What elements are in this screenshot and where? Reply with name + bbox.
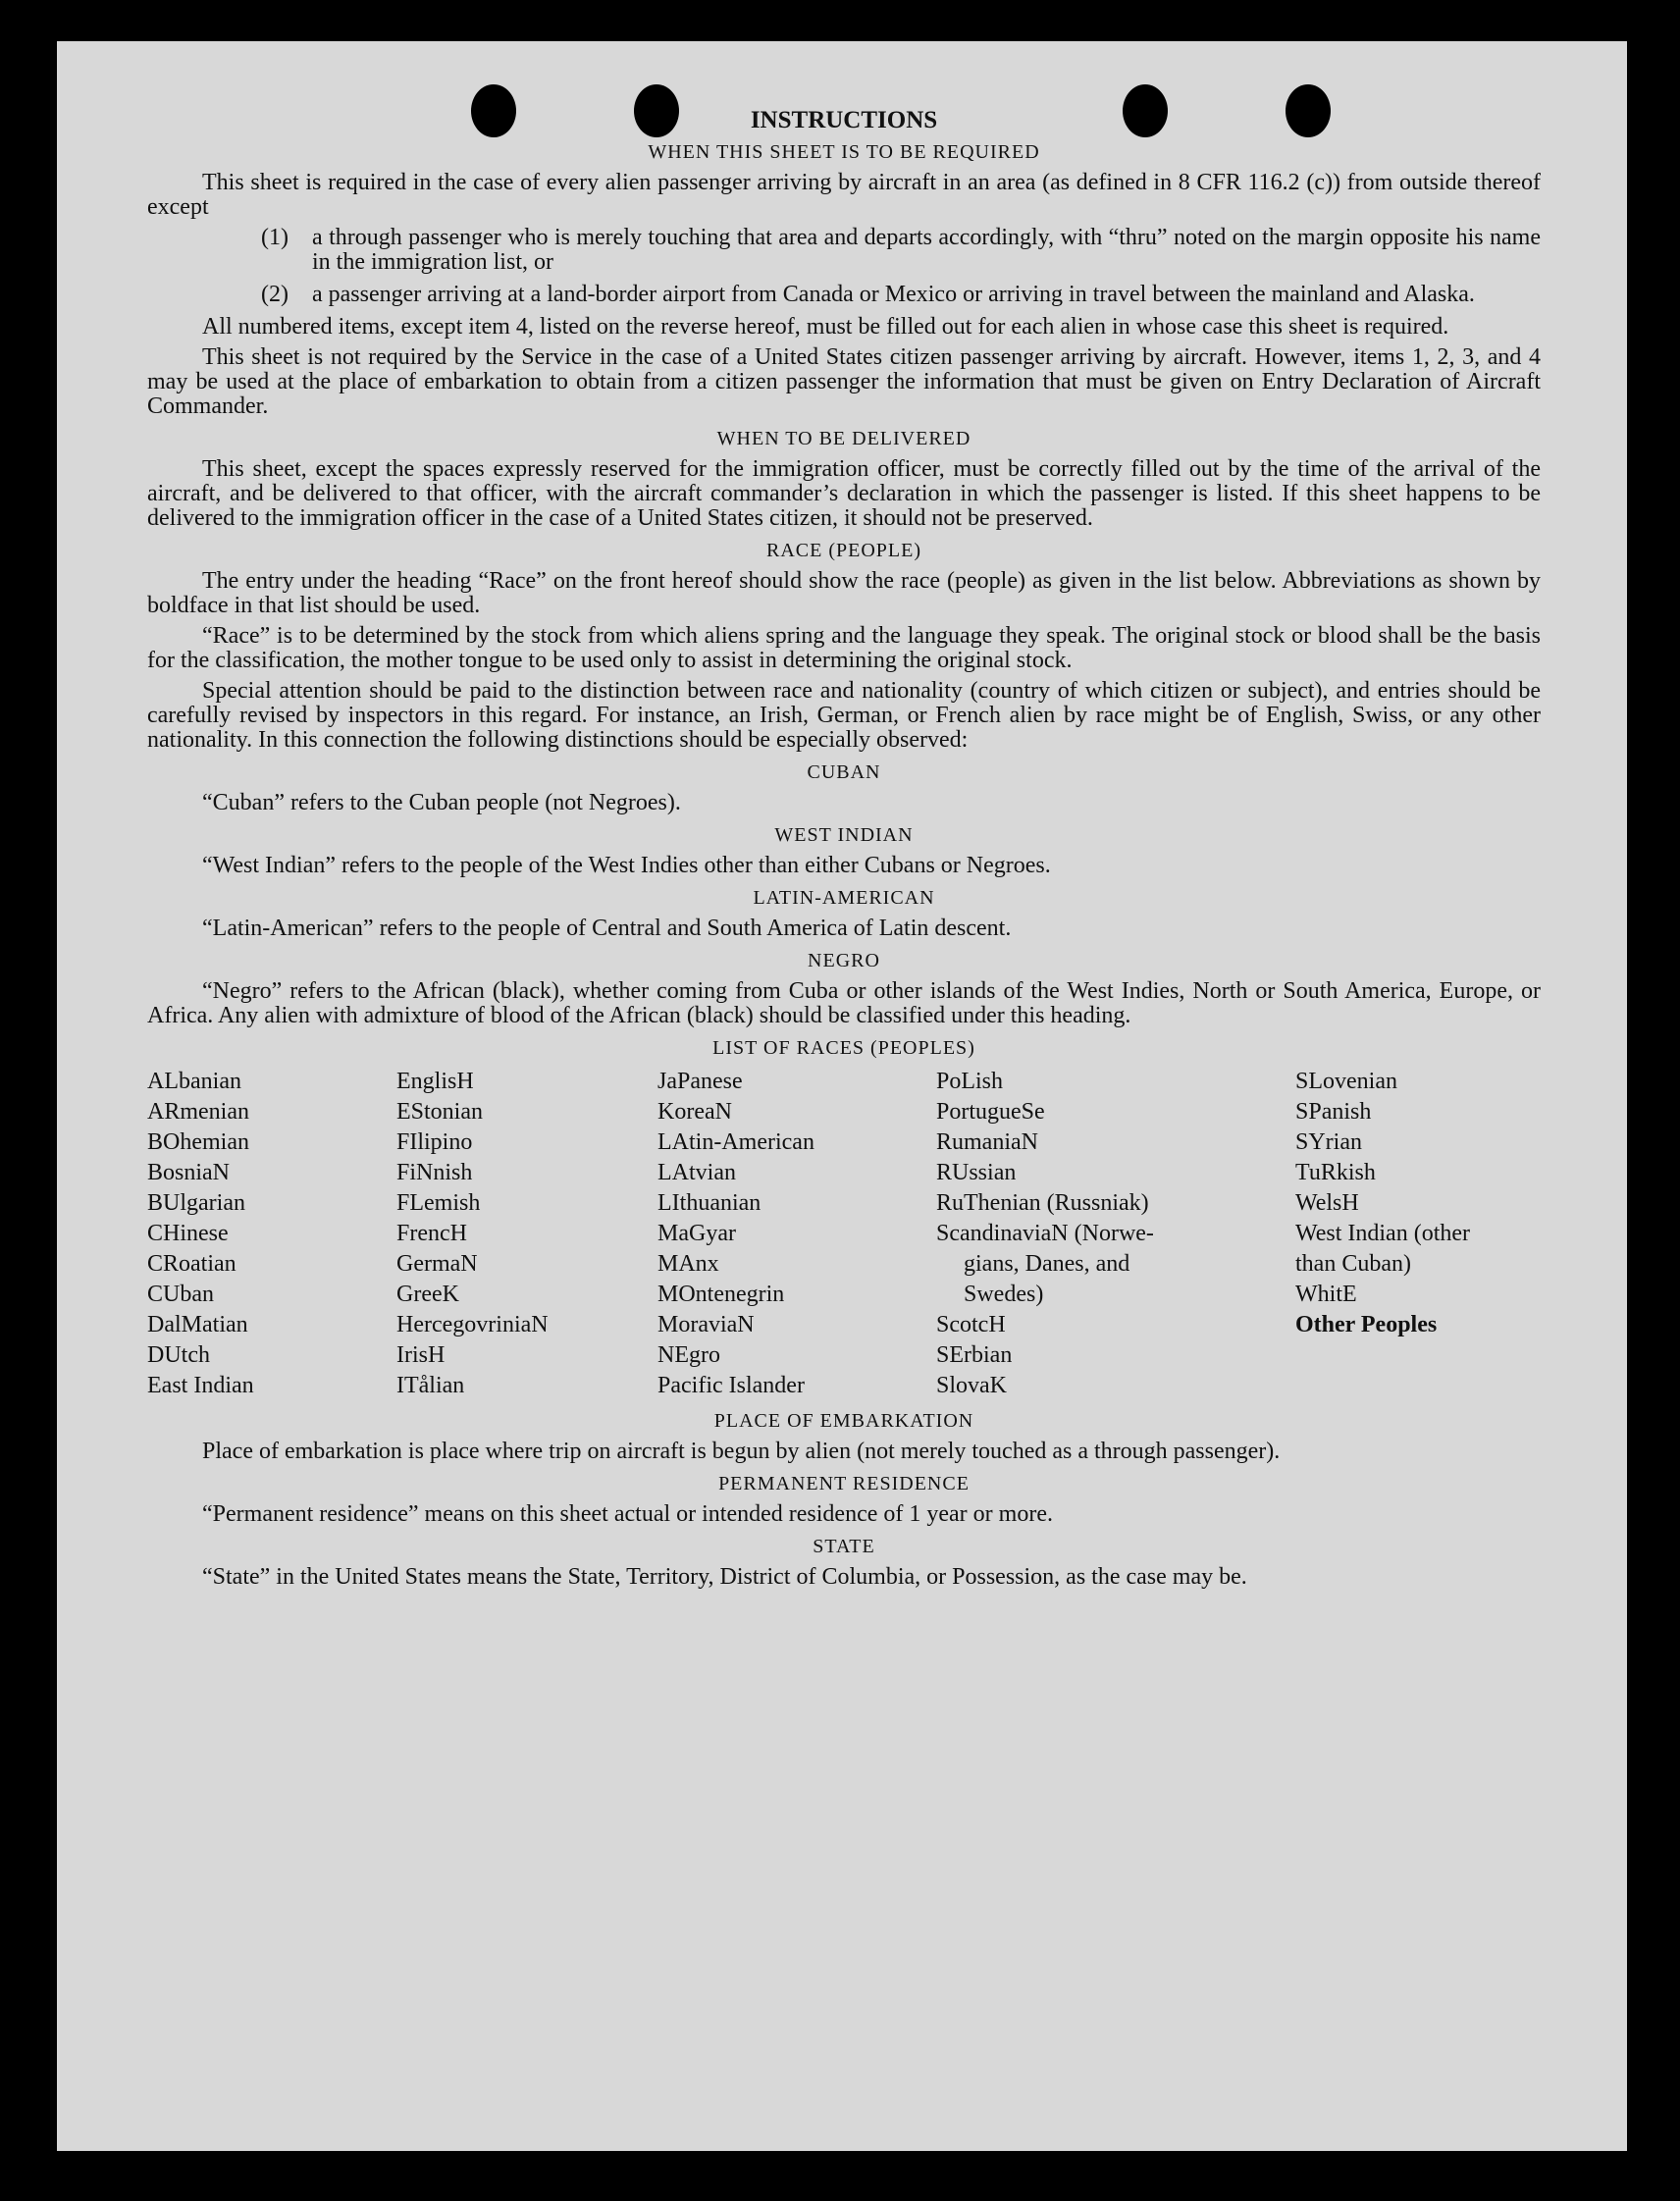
- paragraph: “Cuban” refers to the Cuban people (not Negroes).: [202, 790, 681, 815]
- race-entry: PortugueSe: [936, 1099, 1045, 1125]
- races-column: [396, 1067, 657, 1401]
- section-heading-delivered: WHEN TO BE DELIVERED: [716, 428, 971, 449]
- race-entry: Other Peoples: [1295, 1312, 1438, 1337]
- paragraph: Special attention should be paid to the distinction between race and nationality (country of which citizen or subject), and entries should be carefully revised by inspectors in this regard. For instance, an Irish, German, or French alien by race might be of English, Swiss, or any other nationality. In this connection the following distinctions should be especially observed:: [147, 678, 1541, 753]
- section-heading-required: WHEN THIS SHEET IS TO BE REQUIRED: [648, 141, 1040, 163]
- race-entry: FLemish: [396, 1190, 481, 1216]
- section-heading-embarkation: PLACE OF EMBARKATION: [713, 1410, 974, 1432]
- race-entry: CHinese: [147, 1221, 229, 1246]
- race-entry: SlovaK: [936, 1373, 1007, 1398]
- race-entry: ALbanian: [147, 1069, 241, 1094]
- paragraph: All numbered items, except item 4, listed on the reverse hereof, must be filled out for each alien in whose case this sheet is required.: [202, 314, 1449, 340]
- race-entry: ScandinaviaN (Norwe-: [936, 1221, 1154, 1246]
- race-entry: East Indian: [147, 1373, 254, 1398]
- race-entry: BOhemian: [147, 1129, 249, 1155]
- race-entry: SErbian: [936, 1342, 1013, 1368]
- race-entry: LAtin-American: [657, 1129, 814, 1155]
- paragraph: “State” in the United States means the State, Territory, District of Columbia, or Possession, as the case may be.: [202, 1564, 1247, 1590]
- race-entry: FIlipino: [396, 1129, 473, 1155]
- section-heading-state: STATE: [813, 1536, 875, 1557]
- race-entry: MAnx: [657, 1251, 719, 1277]
- list-item: [261, 226, 1541, 275]
- race-entry: SYrian: [1295, 1129, 1362, 1155]
- section-heading-west-indian: WEST INDIAN: [774, 824, 914, 846]
- list-item: [261, 283, 1541, 307]
- race-entry: ARmenian: [147, 1099, 249, 1125]
- paragraph: “Latin-American” refers to the people of Central and South America of Latin descent.: [202, 916, 1012, 941]
- paragraph: “West Indian” refers to the people of the West Indies other than either Cubans or Negroes.: [202, 853, 1051, 878]
- paragraph: “Race” is to be determined by the stock from which aliens spring and the language they speak. The original stock or blood shall be the basis for the classification, the mother tongue to be used only to assist in determining the original stock.: [147, 623, 1541, 673]
- paragraph: The entry under the heading “Race” on the front hereof should show the race (people) as given in the list below. Abbreviations as shown by boldface in that list should be used.: [147, 568, 1541, 618]
- race-entry: JaPanese: [657, 1069, 743, 1094]
- race-entry: BUlgarian: [147, 1190, 245, 1216]
- race-entry: ITålian: [396, 1373, 465, 1398]
- paragraph: This sheet is not required by the Service in the case of a United States citizen passenger arriving by aircraft. However, items 1, 2, 3, and 4 may be used at the place of embarkation to obtain from a citizen passenger the information that must be given on Entry Declaration of Aircraft Commander.: [147, 344, 1541, 419]
- section-heading-races-list: LIST OF RACES (PEOPLES): [712, 1037, 975, 1059]
- item-number: (2): [261, 282, 289, 307]
- section-heading-race: RACE (PEOPLE): [766, 540, 921, 561]
- section-heading-cuban: CUBAN: [807, 761, 881, 783]
- race-entry: GreeK: [396, 1282, 459, 1307]
- page-title: INSTRUCTIONS: [750, 107, 938, 133]
- race-entry: FiNnish: [396, 1160, 473, 1185]
- instructions-body: [147, 100, 1541, 1596]
- section-heading-latin-american: LATIN-AMERICAN: [753, 887, 935, 909]
- race-entry: than Cuban): [1295, 1251, 1411, 1277]
- races-column: [657, 1067, 936, 1401]
- races-column: [147, 1067, 396, 1401]
- paragraph: “Permanent residence” means on this sheet actual or intended residence of 1 year or more.: [202, 1501, 1053, 1527]
- race-entry: LIthuanian: [657, 1190, 761, 1216]
- race-entry: DalMatian: [147, 1312, 248, 1337]
- races-list: [147, 1067, 1541, 1401]
- races-column: [1295, 1067, 1550, 1401]
- race-entry: West Indian (other: [1295, 1221, 1471, 1246]
- race-entry: SPanish: [1295, 1099, 1372, 1125]
- race-entry: MoraviaN: [657, 1312, 755, 1337]
- race-entry: MOntenegrin: [657, 1282, 785, 1307]
- race-entry: EnglisH: [396, 1069, 474, 1094]
- item-text: a through passenger who is merely touching that area and departs accordingly, with “thru” noted on the margin opposite his name in the immigration list, or: [312, 225, 1541, 275]
- race-entry: WhitE: [1295, 1282, 1357, 1307]
- item-number: (1): [261, 225, 289, 250]
- race-entry: FrencH: [396, 1221, 467, 1246]
- race-entry: TuRkish: [1295, 1160, 1376, 1185]
- race-entry: LAtvian: [657, 1160, 736, 1185]
- race-entry: RuThenian (Russniak): [936, 1190, 1149, 1216]
- race-entry: Swedes): [964, 1282, 1044, 1307]
- race-entry: BosniaN: [147, 1160, 230, 1185]
- race-entry: gians, Danes, and: [964, 1251, 1130, 1277]
- race-entry: IrisH: [396, 1342, 446, 1368]
- race-entry: EStonian: [396, 1099, 483, 1125]
- race-entry: CRoatian: [147, 1251, 236, 1277]
- race-entry: DUtch: [147, 1342, 210, 1368]
- section-heading-residence: PERMANENT RESIDENCE: [718, 1473, 970, 1494]
- paragraph: “Negro” refers to the African (black), whether coming from Cuba or other islands of the West Indies, North or South America, Europe, or Africa. Any alien with admixture of blood of the African (black) should be classified under this heading.: [147, 978, 1541, 1028]
- paragraph: Place of embarkation is place where trip on aircraft is begun by alien (not merely touched as a through passenger).: [202, 1439, 1281, 1464]
- race-entry: KoreaN: [657, 1099, 732, 1125]
- document-page: [57, 41, 1627, 2151]
- paragraph: This sheet is required in the case of every alien passenger arriving by aircraft in an area (as defined in 8 CFR 116.2 (c)) from outside thereof except: [147, 170, 1541, 220]
- race-entry: RumaniaN: [936, 1129, 1038, 1155]
- race-entry: MaGyar: [657, 1221, 736, 1246]
- section-heading-negro: NEGRO: [808, 950, 880, 971]
- race-entry: HercegovriniaN: [396, 1312, 549, 1337]
- race-entry: RUssian: [936, 1160, 1017, 1185]
- race-entry: WelsH: [1295, 1190, 1359, 1216]
- race-entry: PoLish: [936, 1069, 1004, 1094]
- race-entry: SLovenian: [1295, 1069, 1397, 1094]
- item-text: a passenger arriving at a land-border airport from Canada or Mexico or arriving in travel between the mainland and Alaska.: [312, 282, 1475, 307]
- races-column: [936, 1067, 1295, 1401]
- race-entry: CUban: [147, 1282, 214, 1307]
- paragraph: This sheet, except the spaces expressly reserved for the immigration officer, must be correctly filled out by the time of the arrival of the aircraft, and be delivered to that officer, with the aircraft commander’s declaration in which the passenger is listed. If this sheet happens to be delivered to the immigration officer in the case of a United States citizen, it should not be preserved.: [147, 456, 1541, 531]
- race-entry: GermaN: [396, 1251, 478, 1277]
- race-entry: NEgro: [657, 1342, 720, 1368]
- race-entry: ScotcH: [936, 1312, 1006, 1337]
- race-entry: Pacific Islander: [657, 1373, 805, 1398]
